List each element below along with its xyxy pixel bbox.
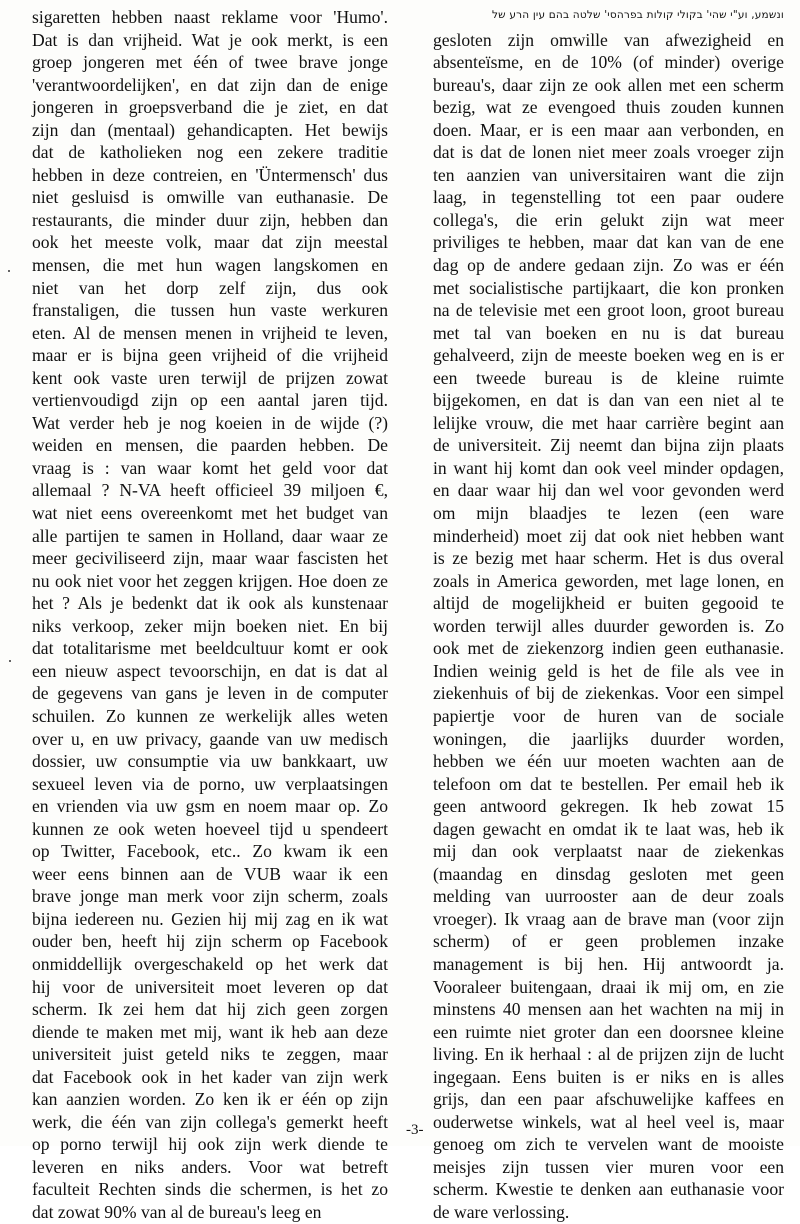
- text-line: dat de katholieken nog een zekere traditie: [32, 142, 388, 163]
- text-line: hebben we één uur moeten wachten aan de: [433, 751, 784, 772]
- text-line: met socialistische partijkaart, die kon pronken: [433, 277, 784, 298]
- text-line: Indien weinig geld is het de file als vee in: [433, 660, 784, 681]
- text-line: eten. Al de mensen menen in vrijheid te leven,: [32, 322, 388, 343]
- text-line: hij voor de universiteit moet leveren op dat: [32, 976, 388, 997]
- text-line: scherm) of er geen problemen inzake: [433, 931, 784, 952]
- text-line: woningen, die jaarlijks duurder worden,: [433, 728, 784, 749]
- text-line: op Twitter, Facebook, etc.. Zo kwam ik een: [32, 841, 388, 862]
- text-line: bureau's, daar zijn ze ook allen met een scherm: [433, 74, 784, 95]
- text-line: Wat verder heb je nog koeien in de wijde (?): [32, 412, 388, 433]
- text-line: ouder ben, heeft hij zijn scherm op Facebook: [32, 931, 388, 952]
- text-line: niet van het dorp zelf zijn, dus ook: [32, 277, 388, 298]
- text-line: en daar waar hij dan wel voor gevonden werd: [433, 480, 784, 501]
- text-line: zijn dan (mentaal) gehandicapten. Het bewijs: [32, 119, 388, 140]
- text-line: worden terwijl alles duurder geworden is. Zo: [433, 615, 784, 636]
- text-line: ziekenhuis of bij de ziekenkas. Voor een simpel: [433, 683, 784, 704]
- text-line: collega's, die erin gelukt zijn wat meer: [433, 209, 784, 230]
- text-line: geen antwoord gekregen. Ik heb zowat 15: [433, 796, 784, 817]
- text-line: doen. Maar, er is een maar aan verbonden, en: [433, 119, 784, 140]
- text-line: dossier, uw consumptie via uw bankkaart, uw: [32, 751, 388, 772]
- text-line: wat niet eens overeenkomt met het budget van: [32, 503, 388, 524]
- text-line: groep jongeren met één of twee brave jonge: [32, 52, 388, 73]
- text-line: ingegaan. Eens buiten is er niks en is alles: [433, 1066, 784, 1087]
- text-line: meer geciviliseerd zijn, maar waar fascisten het: [32, 548, 388, 569]
- text-line: diende te maken met mij, want ik heb aan deze: [32, 1021, 388, 1042]
- right-text-column: [433, 6, 784, 1224]
- text-line: leveren en niks anders. Voor wat betreft: [32, 1156, 388, 1177]
- text-line: nu ook niet voor het zeggen krijgen. Hoe doen ze: [32, 570, 388, 591]
- text-line: management is bij hen. Hij antwoordt ja.: [433, 953, 784, 974]
- text-line: scherm. Ik zei hem dat hij zich geen zorgen: [32, 999, 388, 1020]
- text-line: minderheid) moet zij dat ook niet hebben want: [433, 525, 784, 546]
- text-line: grijs, dan een paar afschuwelijke kaffees en: [433, 1089, 784, 1110]
- left-text-column: [32, 6, 388, 1224]
- text-line: living. En ik herhaal : al de prijzen zijn de lucht: [433, 1044, 784, 1065]
- text-line: meisjes zijn tussen vier muren voor een: [433, 1156, 784, 1177]
- text-line: na de televisie met een groot loon, groot bureau: [433, 300, 784, 321]
- text-line: werk, die één van zijn collega's gemerkt heeft: [32, 1111, 388, 1132]
- text-line: mij dan ook verplaatst naar de ziekenkas: [433, 841, 784, 862]
- text-line: vroeger). Ik vraag aan de brave man (voor zijn: [433, 908, 784, 929]
- text-line: een nieuw aspect tevoorschijn, en dat is dat al: [32, 660, 388, 681]
- text-line: en vrienden via uw gsm en noem maar op. Zo: [32, 796, 388, 817]
- text-line: bezig, wat ze evengoed thuis zouden kunnen: [433, 97, 784, 118]
- text-line: gesloten zijn omwille van afwezigheid en: [433, 29, 784, 50]
- text-line: een tweede bureau is de kleine ruimte: [433, 367, 784, 388]
- text-line: telefoon om dat te bestellen. Per email heb ik: [433, 773, 784, 794]
- text-line: sigaretten hebben naast reklame voor 'Humo'.: [32, 7, 388, 27]
- text-line: Dat is dan vrijheid. Wat je ook merkt, is een: [32, 29, 388, 50]
- text-line: genoeg om zich te vervelen want de mooiste: [433, 1134, 784, 1155]
- text-line: bijna iedereen nu. Gezien hij mij zag en ik wat: [32, 908, 388, 929]
- text-line: lelijke vrouw, die met haar carrière begint aan: [433, 412, 784, 433]
- text-line: faculteit Rechten sinds die schermen, is het zo: [32, 1179, 388, 1200]
- text-line: universiteit juist geteld niks te zeggen, maar: [32, 1044, 388, 1065]
- text-line: dagen gewacht en omdat ik te laat was, heb ik: [433, 818, 784, 839]
- text-line: de ware verlossing.: [433, 1201, 570, 1222]
- hebrew-header-line: ונשמע, וע"י שהי' בקולי קולות בפרהסי' שלטה בהם עין הרע של: [492, 9, 784, 21]
- text-line: restaurants, die minder duur zijn, hebben dan: [32, 209, 388, 230]
- text-line: franstaligen, die tussen hun vaste werkuren: [32, 300, 388, 321]
- text-line: allemaal ? N-VA heeft officieel 39 miljoen €,: [32, 480, 388, 501]
- text-line: altijd de mogelijkheid er buiten gegooid te: [433, 593, 784, 614]
- text-line: dat zowat 90% van al de bureau's leeg en: [32, 1201, 322, 1222]
- text-line: mensen, die met hun wagen langskomen en: [32, 255, 388, 276]
- text-line: dag op de andere gedaan zijn. Zo was er één: [433, 255, 784, 276]
- text-line: om mijn blaadjes te lezen (een ware: [433, 503, 784, 524]
- text-line: het ? Als je bedenkt dat ik ook als kunstenaar: [32, 593, 388, 614]
- text-line: de universiteit. Zij neemt dan bijna zijn plaats: [433, 435, 784, 456]
- text-line: gehalveerd, zijn de meeste boeken weg en is er: [433, 345, 784, 366]
- text-line: kent ook vaste uren terwijl de prijzen zowat: [32, 367, 388, 388]
- text-line: een ruimte niet groter dan een doorsnee kleine: [433, 1021, 784, 1042]
- scan-speck: [9, 660, 11, 662]
- text-line: maar er is bijna geen vrijheid of die vrijheid: [32, 345, 388, 366]
- text-line: kan aanzien worden. Zo ken ik er één op zijn: [32, 1089, 388, 1110]
- text-line: sexueel leven via de porno, uw verplaatsingen: [32, 773, 388, 794]
- text-line: 'verantwoordelijken', en dat zijn dan de enige: [32, 74, 388, 95]
- text-line: over u, en uw privacy, gaande van uw medisch: [32, 728, 388, 749]
- text-line: laag, in tegenstelling tot een paar oudere: [433, 187, 784, 208]
- text-line: bijgekomen, en dat is dan van een niet al te: [433, 390, 784, 411]
- page-number: -3-: [406, 1122, 424, 1138]
- text-line: ten aanzien van universitairen want die zijn: [433, 164, 784, 185]
- text-line: schuilen. Zo kunnen ze werkelijk alles weten: [32, 705, 388, 726]
- text-line: alle partijen te samen in Holland, daar waar ze: [32, 525, 388, 546]
- text-line: dat is dat de lonen niet meer zoals vroeger zijn: [433, 142, 784, 163]
- text-line: ook met de ziekenzorg indien geen euthanasie.: [433, 638, 784, 659]
- text-line: niet gesluisd is omwille van euthanasie. De: [32, 187, 388, 208]
- text-line: scherm. Kwestie te denken aan euthanasie voor: [433, 1179, 784, 1200]
- text-line: kunnen ze ook weten hoeveel tijd u spendeert: [32, 818, 388, 839]
- text-line: op porno terwijl hij ook zijn werk diende te: [32, 1134, 388, 1155]
- text-line: vertienvoudigd zijn op een aantal jaren tijd.: [32, 390, 388, 411]
- text-line: dat Facebook ook in het kader van zijn werk: [32, 1066, 388, 1087]
- text-line: (maandag en dinsdag gesloten met geen: [433, 863, 784, 884]
- text-line: Vooraleer buitengaan, draai ik mij om, en zie: [433, 976, 784, 997]
- text-line: minstens 40 mensen aan het wachten na mij in: [433, 999, 784, 1020]
- text-line: priviliges te hebben, maar dat kan van de ene: [433, 232, 784, 253]
- text-line: hebben in deze contreien, en 'Üntermensch' dus: [32, 164, 388, 185]
- text-line: in want hij komt dan ook veel minder opdagen,: [433, 457, 784, 478]
- text-line: onmiddellijk overgeschakeld op het werk dat: [32, 953, 388, 974]
- text-line: melding van uurrooster aan de deur zoals: [433, 886, 784, 907]
- text-line: absenteïsme, en de 10% (of minder) overige: [433, 52, 784, 73]
- scan-speck: [8, 270, 10, 272]
- text-line: vraag is : van waar komt het geld voor dat: [32, 457, 388, 478]
- text-line: niks verkoop, zeker mijn boeken niet. En bij: [32, 615, 388, 636]
- text-line: brave jonge man merk voor zijn scherm, zoals: [32, 886, 388, 907]
- text-line: zoals in America geworden, met lage lonen, en: [433, 570, 784, 591]
- text-line: weer eens binnen aan de VUB waar ik een: [32, 863, 388, 884]
- text-line: de gegevens van gans je leven in de computer: [32, 683, 388, 704]
- text-line: ook het meeste volk, maar dat zijn meestal: [32, 232, 388, 253]
- text-line: dat totalitarisme met beeldcultuur komt er ook: [32, 638, 388, 659]
- text-line: met tal van boeken en nu is dat bureau: [433, 322, 784, 343]
- text-line: ouderwetse winkels, wat al heel veel is, maar: [433, 1111, 784, 1132]
- text-line: papiertje voor de huren van de sociale: [433, 705, 784, 726]
- text-line: weiden en mensen, die paarden hebben. De: [32, 435, 388, 456]
- text-line: is ze bezig met haar scherm. Het is dus overal: [433, 548, 784, 569]
- text-line: jongeren in groepsverband die je ziet, en dat: [32, 97, 388, 118]
